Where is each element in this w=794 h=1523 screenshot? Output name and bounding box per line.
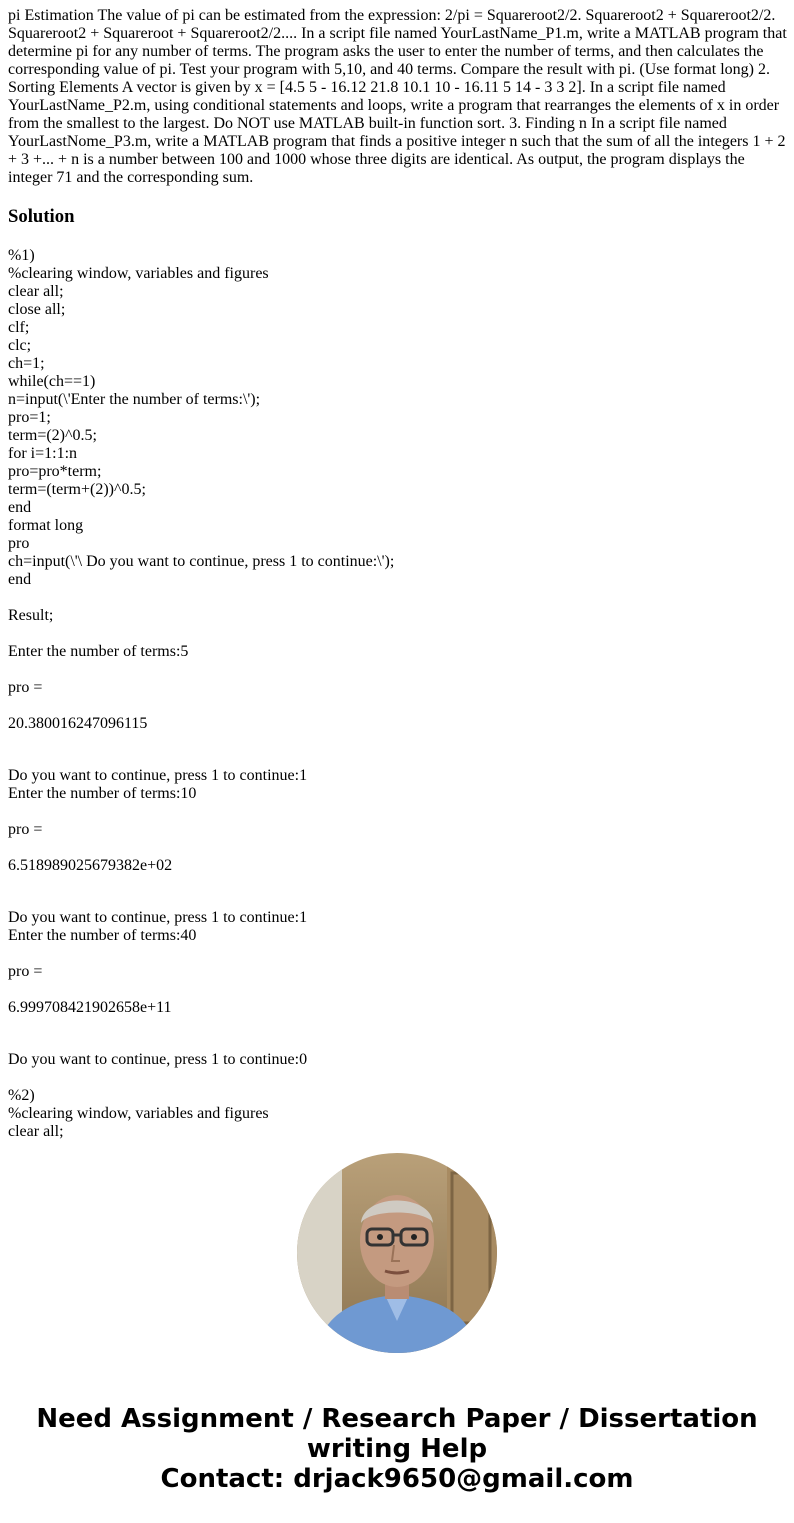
code-line: pro xyxy=(8,535,30,552)
run-output-3 xyxy=(8,927,788,1069)
run-continue: Do you want to continue, press 1 to continue:1 xyxy=(8,909,308,926)
run-output-1 xyxy=(8,643,788,785)
code-line: n=input(\'Enter the number of terms:\'); xyxy=(8,391,261,408)
code-line: %clearing window, variables and figures xyxy=(8,265,269,282)
footer-contact: Contact: drjack9650@gmail.com xyxy=(160,1464,634,1494)
footer-line-2: writing Help xyxy=(306,1434,488,1464)
run-value: 20.380016247096115 xyxy=(8,715,148,732)
run-prompt: Enter the number of terms:40 xyxy=(8,927,197,944)
document-body xyxy=(8,7,788,1141)
code-line: clf; xyxy=(8,319,30,336)
avatar-portrait xyxy=(297,1153,497,1353)
author-avatar xyxy=(297,1153,497,1353)
code-line: clc; xyxy=(8,337,32,354)
code-line: end xyxy=(8,499,32,516)
code-line: term=(2)^0.5; xyxy=(8,427,97,444)
run-prompt: Enter the number of terms:5 xyxy=(8,643,189,660)
code-line: pro=1; xyxy=(8,409,51,426)
run-output-2 xyxy=(8,785,788,927)
code-line: end xyxy=(8,571,32,588)
code-line: ch=1; xyxy=(8,355,45,372)
footer-banner xyxy=(0,1404,794,1494)
run-value: 6.999708421902658e+11 xyxy=(8,999,172,1016)
run-var: pro = xyxy=(8,679,43,696)
run-var: pro = xyxy=(8,963,43,980)
code-line: %1) xyxy=(8,247,35,264)
code-line: while(ch==1) xyxy=(8,373,96,390)
code-line: %clearing window, variables and figures xyxy=(8,1105,269,1122)
code-line: for i=1:1:n xyxy=(8,445,78,462)
code-line: close all; xyxy=(8,301,66,318)
code-line: term=(term+(2))^0.5; xyxy=(8,481,146,498)
code-line: ch=input(\'\ Do you want to continue, press 1 to continue:\'); xyxy=(8,553,395,570)
code-line: clear all; xyxy=(8,1123,64,1140)
code-line: pro=pro*term; xyxy=(8,463,102,480)
run-prompt: Enter the number of terms:10 xyxy=(8,785,197,802)
run-value: 6.518989025679382e+02 xyxy=(8,857,173,874)
run-continue: Do you want to continue, press 1 to continue:0 xyxy=(8,1051,308,1068)
result-label: Result; xyxy=(8,607,54,624)
code-block-2 xyxy=(8,1087,788,1141)
solution-heading: Solution xyxy=(8,206,75,227)
run-var: pro = xyxy=(8,821,43,838)
run-continue: Do you want to continue, press 1 to continue:1 xyxy=(8,767,308,784)
code-line: %2) xyxy=(8,1087,35,1104)
code-line: clear all; xyxy=(8,283,64,300)
code-line: format long xyxy=(8,517,84,534)
footer-line-1: Need Assignment / Research Paper / Dissertation xyxy=(36,1404,758,1434)
question-text: pi Estimation The value of pi can be estimated from the expression: 2/pi = Squareroot2/2. Squareroot2 + Squareroot2/2. Squareroot2 + Squareroot + Squareroot2/2.... In a script file named YourLastName_P1.m, write a MATLAB program that determine pi for any number of terms. The program asks the user to enter the number of terms, and then calculates the corresponding value of pi. Test your program with 5,10, and 40 terms. Compare the result with pi. (Use format long) 2. Sorting Elements A vector is given by x = [4.5 5 - 16.12 21.8 10.1 10 - 16.11 5 14 - 3 3 2]. In a script file named YourLastName_P2.m, using conditional statements and loops, write a program that rearranges the elements of x in order from the smallest to the largest. Do NOT use MATLAB built-in function sort. 3. Finding n In a script file named YourLastNome_P3.m, write a MATLAB program that finds a positive integer n such that the sum of all the integers 1 + 2 + 3 +... + n is a number between 100 and 1000 whose three digits are identical. As output, the program displays the integer 71 and the corresponding sum. xyxy=(8,7,787,186)
code-block-1 xyxy=(8,247,788,589)
